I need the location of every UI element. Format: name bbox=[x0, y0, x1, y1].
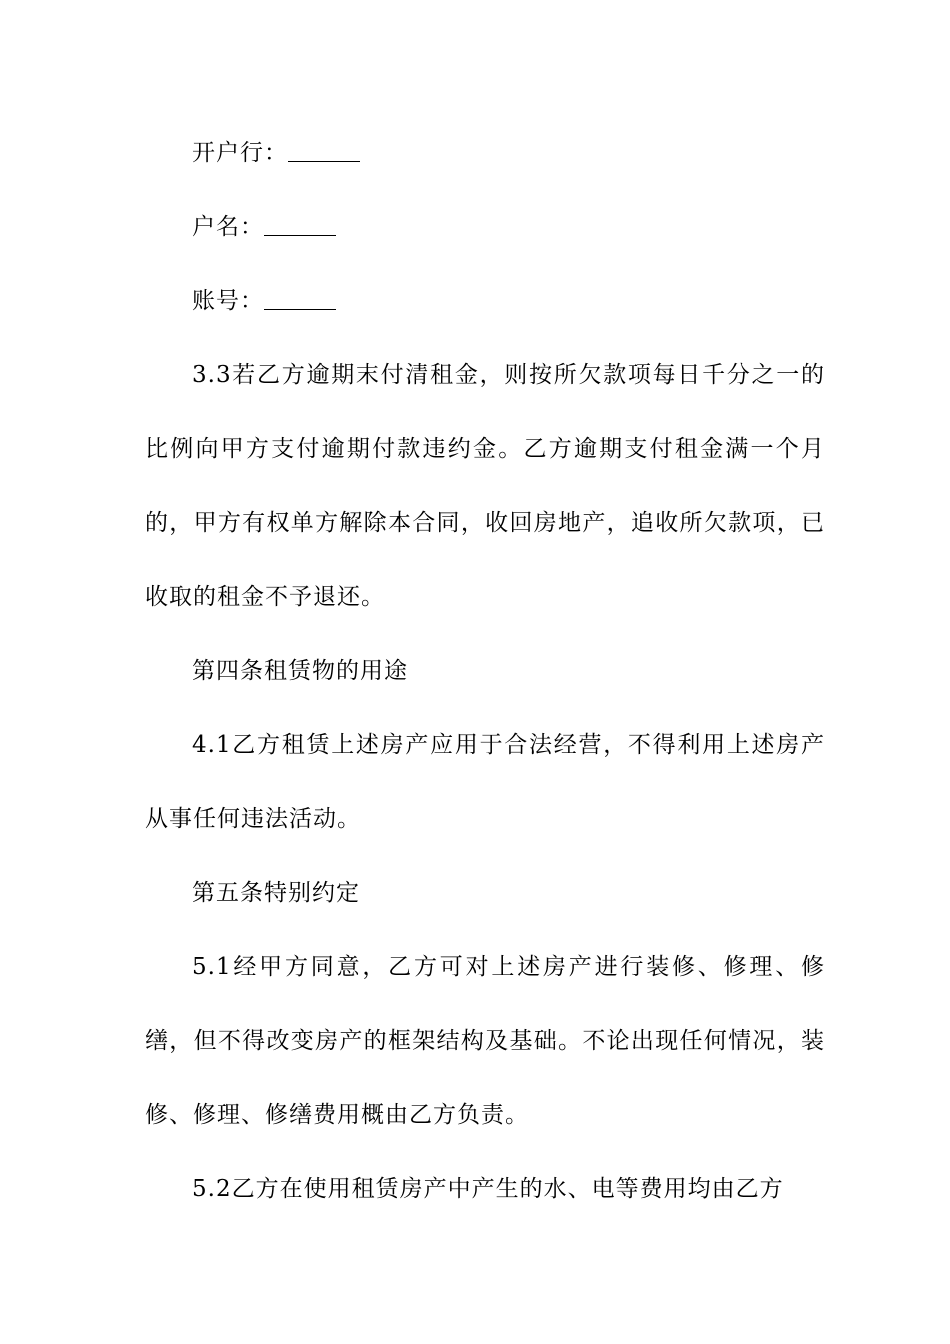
account-name-blank bbox=[264, 215, 336, 236]
document-body bbox=[145, 116, 825, 1226]
bank-blank bbox=[288, 141, 360, 162]
article-5-heading: 第五条特别约定 bbox=[192, 880, 360, 906]
account-name-field bbox=[145, 190, 825, 264]
clause-5-1: 5.1经甲方同意，乙方可对上述房产进行装修、修理、修缮，但不得改变房产的框架结构及基础。不论出现任何情况，装修、修理、修缮费用概由乙方负责。 bbox=[145, 954, 825, 1128]
account-number-blank bbox=[264, 289, 336, 310]
article-4-heading: 第四条租赁物的用途 bbox=[192, 658, 408, 684]
account-name-label: 户名： bbox=[192, 214, 264, 240]
bank-field bbox=[145, 116, 825, 190]
account-number-field bbox=[145, 264, 825, 338]
clause-4-1: 4.1乙方租赁上述房产应用于合法经营，不得利用上述房产从事任何违法活动。 bbox=[145, 732, 825, 832]
account-number-label: 账号： bbox=[192, 288, 264, 314]
bank-field-label: 开户行： bbox=[192, 140, 288, 166]
clause-5-2: 5.2乙方在使用租赁房产中产生的水、电等费用均由乙方 bbox=[192, 1176, 784, 1202]
clause-3-3: 3.3若乙方逾期末付清租金，则按所欠款项每日千分之一的比例向甲方支付逾期付款违约金。乙方逾期支付租金满一个月的，甲方有权单方解除本合同，收回房地产，追收所欠款项，已收取的租金不予退还。 bbox=[145, 362, 825, 610]
